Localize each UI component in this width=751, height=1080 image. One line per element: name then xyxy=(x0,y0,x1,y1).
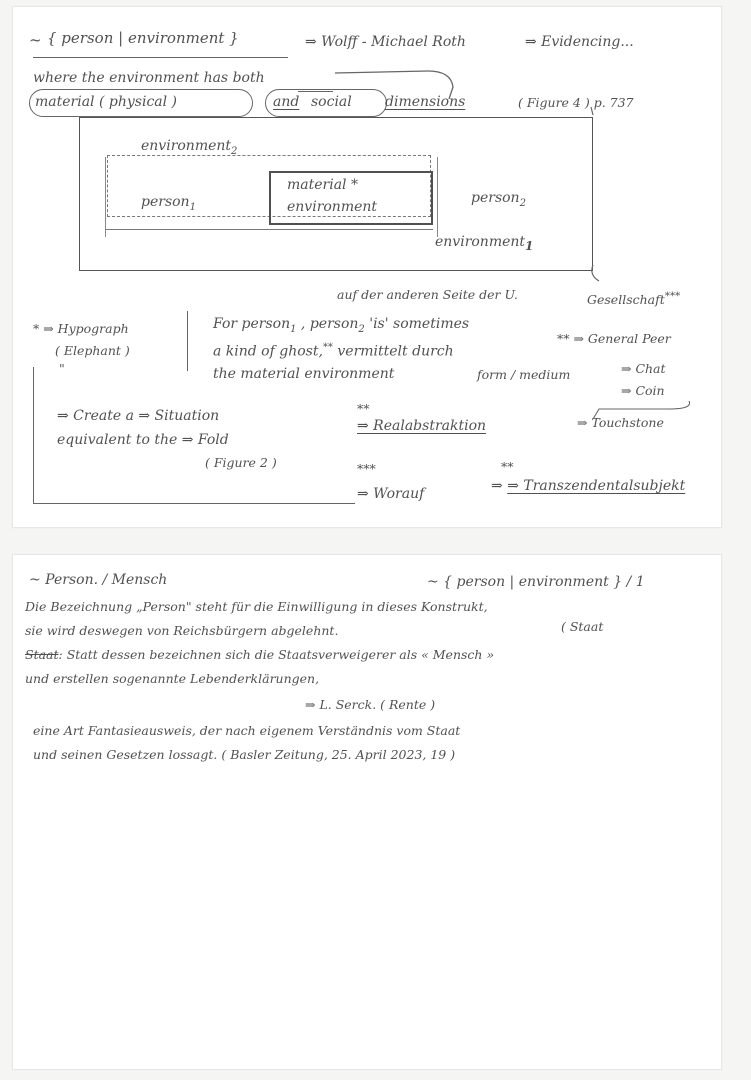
ref-evidencing: ⇒ Evidencing... xyxy=(525,34,634,50)
elephant-quote: " xyxy=(59,361,65,376)
bracket-curve xyxy=(587,105,617,285)
hypograph: * ⇒ Hypograph xyxy=(33,321,129,336)
environment1-line xyxy=(105,229,433,230)
diagram-left-tick xyxy=(105,157,106,237)
social-word: social xyxy=(311,94,352,110)
text-line-5: ⇒ L. Serck. ( Rente ) xyxy=(305,697,436,712)
worauf-stars: *** xyxy=(357,461,376,476)
material-physical: material ( physical ) xyxy=(35,94,178,110)
text-line-4: und erstellen sogenannte Lebenderklärungen, xyxy=(25,671,320,686)
coin: ⇒ Coin xyxy=(621,383,665,398)
transzendentalsubjekt: ⇒ ⇒ Transzendentalsubjekt xyxy=(491,478,686,494)
material-star-label: material * xyxy=(287,177,358,193)
text-line-1: Die Bezeichnung „Person" steht für die Einwilligung in dieses Konstrukt, xyxy=(25,599,488,614)
equivalent-fold: equivalent to the ⇒ Fold xyxy=(57,432,229,448)
ref-roth: ⇒ Wolff - Michael Roth xyxy=(305,34,466,50)
realabstraktion: ⇒ Realabstraktion xyxy=(357,418,487,434)
material-env-line: the material environment xyxy=(213,366,395,382)
auf-der-anderen: auf der anderen Seite der U. xyxy=(337,287,518,302)
dimensions-word: dimensions xyxy=(385,94,466,110)
for-person-line: For person$_1$ , person$_2$ 'is' sometimes xyxy=(213,316,470,335)
material-env-label: environment xyxy=(287,199,378,215)
touchstone: ⇒ Touchstone xyxy=(577,415,664,430)
index-card-bottom xyxy=(12,554,722,1070)
form-medium: form / medium xyxy=(477,367,571,382)
tilde: ~ xyxy=(29,31,42,49)
person1-label: person$_1$ xyxy=(141,194,196,213)
elephant: ( Elephant ) xyxy=(55,343,130,358)
create-situation: ⇒ Create a ⇒ Situation xyxy=(57,408,220,424)
person2-label: person$_2$ xyxy=(471,190,526,209)
worauf: ⇒ Worauf xyxy=(357,486,425,502)
bottom-bracket-line xyxy=(33,503,355,504)
diagram-right-tick xyxy=(437,157,438,237)
left-bracket-line xyxy=(33,367,34,503)
chat: ⇒ Chat xyxy=(621,361,666,376)
separator-line xyxy=(187,311,188,371)
text-line-2: sie wird deswegen von Reichsbürgern abgelehnt. xyxy=(25,623,339,638)
env1-label: environment$_1$ xyxy=(435,234,534,253)
card2-ref: ~ { person | environment } / 1 xyxy=(427,574,645,590)
env2-label: environment$_2$ xyxy=(141,138,238,157)
where-line: where the environment has both xyxy=(33,70,265,86)
text-line-6: eine Art Fantasieausweis, der nach eigenem Verständnis vom Staat xyxy=(33,723,461,738)
general-peer: ** ⇒ General Peer xyxy=(557,331,671,346)
heading-underline xyxy=(33,57,288,58)
real-stars: ** xyxy=(357,401,370,416)
index-card-top xyxy=(12,6,722,528)
transz-stars: ** xyxy=(501,459,514,474)
and-word: and xyxy=(273,94,300,110)
figure4-ref: ( Figure 4 ) p. 737 xyxy=(518,95,634,110)
a-kind-line: a kind of ghost,** vermittelt durch xyxy=(213,342,454,360)
text-line-3: Staat: Statt dessen bezeichnen sich die Staatsverweigerer als « Mensch » xyxy=(25,647,495,662)
gesellschaft: Gesellschaft*** xyxy=(587,290,681,308)
set-person-environment: { person | environment } xyxy=(47,29,239,47)
text-line-7: und seinen Gesetzen lossagt. ( Basler Zeitung, 25. April 2023, 19 ) xyxy=(33,747,456,762)
staat-insert: ( Staat xyxy=(561,619,604,634)
card2-title: ~ Person. / Mensch xyxy=(29,572,168,588)
figure2-ref: ( Figure 2 ) xyxy=(205,455,277,470)
